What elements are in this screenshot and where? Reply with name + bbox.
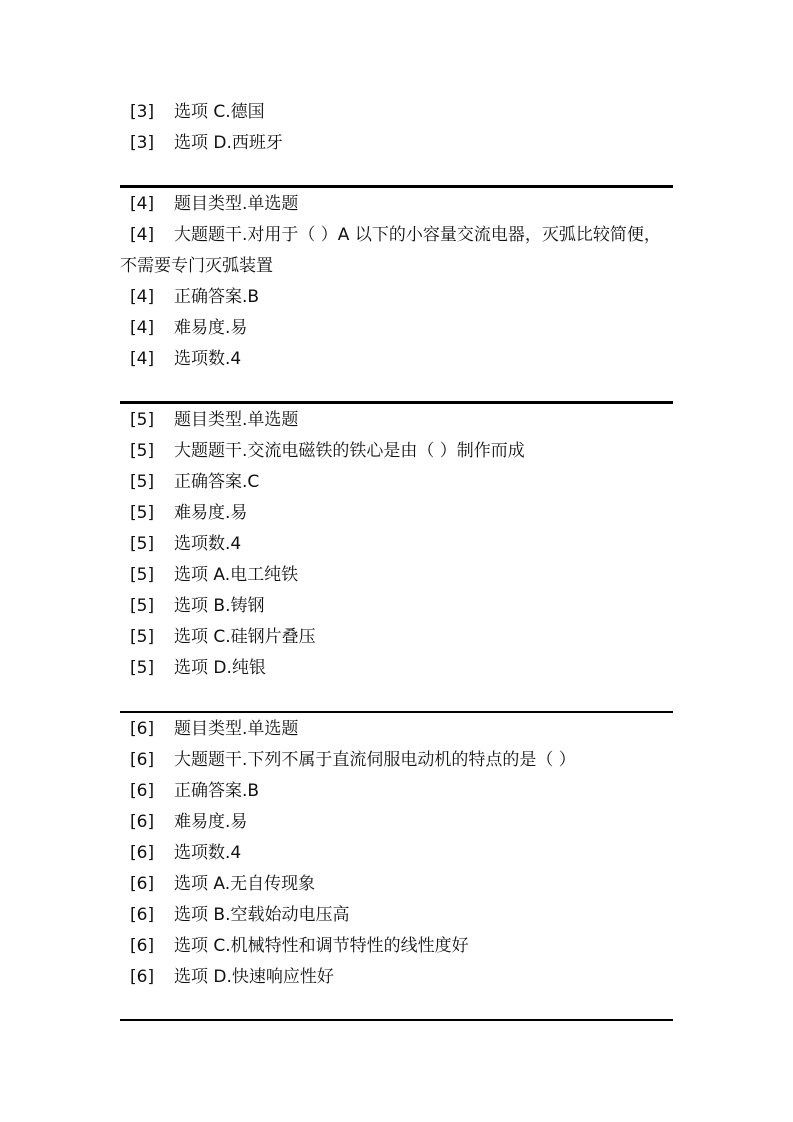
question-line	[120, 189, 673, 220]
question-type: 题目类型.单选题	[174, 410, 299, 430]
question-line	[120, 653, 673, 684]
question-number: [6]	[130, 812, 155, 832]
option-d: 选项 D.纯银	[174, 658, 266, 678]
question-number: [6]	[130, 874, 155, 894]
option-c: 选项 C.机械特性和调节特性的线性度好	[174, 936, 469, 956]
option-count: 选项数.4	[174, 349, 242, 369]
question-number: [3]	[130, 133, 155, 153]
option-b: 选项 B.空载始动电压高	[174, 905, 350, 925]
question-number: [5]	[130, 472, 155, 492]
question-line	[120, 591, 673, 622]
question-number: [4]	[130, 194, 155, 214]
question-line	[120, 900, 673, 931]
question-number: [3]	[130, 102, 155, 122]
question-6	[120, 714, 673, 993]
question-line	[120, 807, 673, 838]
question-number: [5]	[130, 503, 155, 523]
option-d: 选项 D.快速响应性好	[174, 967, 334, 987]
question-stem: 大题题干.下列不属于直流伺服电动机的特点的是（ ）	[174, 750, 576, 770]
section-divider	[120, 401, 673, 404]
question-type: 题目类型.单选题	[174, 719, 299, 739]
question-line	[120, 560, 673, 591]
question-line	[120, 776, 673, 807]
question-line	[120, 529, 673, 560]
question-number: [5]	[130, 441, 155, 461]
question-stem-text: 大题题干.对用于（ ）A 以下的小容量交流电器，灭弧比较简便，不需要专门灭弧装置	[120, 225, 661, 276]
option-c: 选项 C.德国	[174, 102, 265, 122]
question-line	[120, 838, 673, 869]
question-line	[120, 931, 673, 962]
question-number: [5]	[130, 658, 155, 678]
question-number: [5]	[130, 565, 155, 585]
question-line	[120, 498, 673, 529]
option-count: 选项数.4	[174, 843, 242, 863]
question-number: [5]	[130, 534, 155, 554]
question-stem	[120, 220, 673, 282]
question-number: [4]	[130, 287, 155, 307]
question-line	[120, 962, 673, 993]
question-line	[120, 714, 673, 745]
section-divider	[120, 185, 673, 188]
question-number: [6]	[130, 750, 155, 770]
option-c: 选项 C.硅钢片叠压	[174, 627, 316, 647]
question-line	[120, 745, 673, 776]
question-number: [6]	[130, 781, 155, 801]
question-4	[120, 189, 673, 375]
question-3-tail	[120, 97, 673, 159]
correct-answer: 正确答案.B	[174, 287, 260, 307]
difficulty: 难易度.易	[174, 812, 248, 832]
question-line	[120, 313, 673, 344]
difficulty: 难易度.易	[174, 318, 248, 338]
option-d: 选项 D.西班牙	[174, 133, 283, 153]
question-line	[120, 405, 673, 436]
correct-answer: 正确答案.B	[174, 781, 260, 801]
question-line	[120, 344, 673, 375]
question-line	[120, 869, 673, 900]
correct-answer: 正确答案.C	[174, 472, 260, 492]
option-b: 选项 B.铸钢	[174, 596, 265, 616]
question-number: [5]	[130, 596, 155, 616]
question-stem: 大题题干.交流电磁铁的铁心是由（ ）制作而成	[174, 441, 525, 461]
question-line	[120, 97, 673, 128]
question-number: [5]	[130, 410, 155, 430]
option-a: 选项 A.无自传现象	[174, 874, 316, 894]
question-line	[120, 128, 673, 159]
question-number: [6]	[130, 843, 155, 863]
question-type: 题目类型.单选题	[174, 194, 299, 214]
question-line	[120, 436, 673, 467]
question-number: [4]	[130, 349, 155, 369]
question-line	[120, 282, 673, 313]
question-number: [4]	[130, 225, 155, 245]
option-count: 选项数.4	[174, 534, 242, 554]
section-divider	[120, 711, 673, 713]
option-a: 选项 A.电工纯铁	[174, 565, 299, 585]
question-number: [5]	[130, 627, 155, 647]
difficulty: 难易度.易	[174, 503, 248, 523]
question-number: [6]	[130, 967, 155, 987]
question-number: [4]	[130, 318, 155, 338]
question-number: [6]	[130, 936, 155, 956]
question-line	[120, 622, 673, 653]
question-number: [6]	[130, 719, 155, 739]
question-line	[120, 467, 673, 498]
question-number: [6]	[130, 905, 155, 925]
section-divider	[120, 1019, 673, 1021]
question-5	[120, 405, 673, 684]
